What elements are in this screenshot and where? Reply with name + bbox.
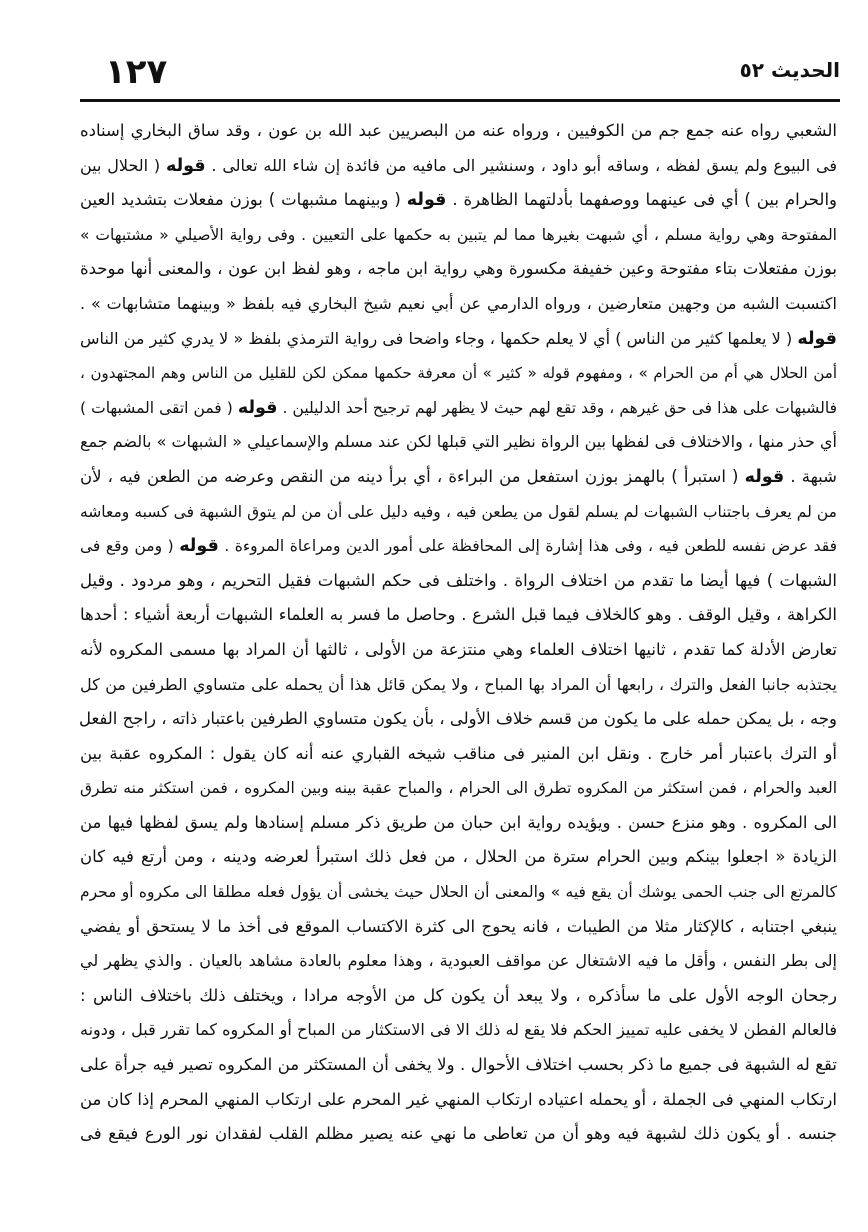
- text-segment: ( لا يعلمها كثير من الناس ) أي لا يعلم حكمها ، وجاء واضحا فى رواية الترمذي بلفظ « لا يدري كثير من الناس: [80, 328, 798, 348]
- text-line: [80, 702, 837, 737]
- page-number: ١٢٧: [105, 52, 168, 92]
- running-title: الحديث ٥٢: [739, 58, 840, 82]
- text-segment: أي حذر منها ، والاختلاف فى لفظها بين الرواة نظير التي قبلها لكن عند مسلم والإسماعيلي « الشبهات » بالضم جمع: [80, 432, 837, 452]
- text-segment: والحرام بين ) أي فى عينهما ووصفهما بأدلتهما الظاهرة .: [446, 190, 837, 210]
- text-line: [80, 114, 837, 149]
- text-line: [80, 183, 837, 218]
- text-line: [80, 218, 837, 253]
- text-segment: العبد والحرام ، فمن استكثر من المكروه تطرق الى الحرام ، والمباح عقبة بينه وبين المكروه ، فمن استكثر منه تطرق: [80, 779, 837, 798]
- text-line: [80, 495, 837, 530]
- text-segment: ( استبرأ ) بالهمز بوزن استفعل من البراءة ، أي برأ دينه من النقص وعرضه من الطعن فيه ، لأن: [80, 466, 745, 486]
- text-segment: جنسه . أو يكون ذلك لشبهة فيه وهو أن من تعاطى ما نهي عنه يصير مظلم القلب لفقدان نور الورع فيقع فى: [80, 1124, 837, 1144]
- text-segment: يجتذبه جانبا الفعل والترك ، رابعها أن المراد بها المباح ، ولا يمكن قائل هذا أن يحمله على متساوي الطرفين من كل: [80, 674, 837, 694]
- text-segment: ( الحلال بين: [80, 155, 166, 175]
- text-line: [80, 1083, 837, 1118]
- text-segment: فقد عرض نفسه للطعن فيه ، وفى هذا إشارة إلى المحافظة على أمور الدين ومراعاة المروءة .: [218, 537, 837, 556]
- text-line: [80, 252, 837, 287]
- body-text: [80, 114, 837, 1152]
- text-line: [80, 875, 837, 910]
- text-line: [80, 668, 837, 703]
- text-segment: إلى بطر النفس ، وأقل ما فيه الاشتغال عن مواقف العبودية ، وهذا معلوم بالعادة مشاهد بالعيان . والذي يظهر لي: [80, 951, 837, 971]
- lemma-marker: قوله: [237, 397, 278, 418]
- text-line: [80, 1013, 837, 1048]
- text-line: [80, 944, 837, 979]
- text-line: [80, 149, 837, 184]
- lemma-marker: قوله: [179, 536, 219, 557]
- text-segment: من لم يعرف باجتناب الشبهات لم يسلم لقول من يطعن فيه ، وفيه دليل على أن من لم يتوق الشبهة فى كسبه ومعاشه: [80, 502, 837, 521]
- text-segment: ( فمن اتقى المشبهات ): [80, 398, 238, 417]
- lemma-marker: قوله: [744, 466, 785, 487]
- text-segment: المفتوحة وهي رواية مسلم ، أي شبهت بغيرها مما لم يتبين به حكمها على التعيين . وفى رواية الأصيلي « مشتبهات »: [80, 225, 837, 244]
- header-rule: [80, 99, 840, 102]
- text-line: [80, 979, 837, 1014]
- text-line: [80, 460, 837, 495]
- text-line: [80, 771, 837, 806]
- text-segment: تقع له الشبهة فى جميع ما ذكر بحسب اختلاف الأحوال . ولا يخفى أن المستكثر من المكروه تصير فيه جرأة على: [80, 1055, 837, 1075]
- text-line: [80, 529, 837, 564]
- text-line: [80, 391, 837, 426]
- text-segment: أمن الحلال هي أم من الحرام » ، ومفهوم قوله « كثير » أن معرفة حكمها ممكن لكن للقليل من الناس وهم المجتهدون ،: [80, 364, 837, 383]
- text-line: [80, 564, 837, 599]
- text-line: [80, 840, 837, 875]
- text-segment: الشبهات ) فيها أيضا ما تقدم من اختلاف الرواة . واختلف فى حكم الشبهات فقيل التحريم ، وهو مردود . وقيل: [80, 570, 837, 590]
- text-line: [80, 322, 837, 357]
- text-line: [80, 1048, 837, 1083]
- text-line: [80, 737, 837, 772]
- text-segment: الشعبي رواه عنه جمع جم من الكوفيين ، ورواه عنه من البصريين عبد الله بن عون ، وقد ساق البخاري إسناده: [80, 121, 837, 140]
- text-segment: ينبغي اجتنابه ، كالإكثار مثلا من الطيبات ، فانه يحوج الى كثرة الاكتساب الموقع فى أخذ ما لا يستحق أو يفضي: [80, 916, 837, 936]
- text-segment: فالشبهات على هذا فى حق غيرهم ، وقد تقع لهم حيث لا يظهر لهم ترجيح أحد الدليلين .: [277, 398, 837, 417]
- text-segment: ( ومن وقع فى: [80, 537, 180, 556]
- text-segment: أو الترك باعتبار أمر خارج . ونقل ابن المنير فى مناقب شيخه القباري عنه أنه كان يقول : المكروه عقبة بين: [80, 743, 837, 763]
- text-segment: الى المكروه . وهو منزع حسن . ويؤيده رواية ابن حبان من طريق ذكر مسلم إسنادها ولم يسق لفظها فيها من: [80, 812, 837, 832]
- text-line: [80, 287, 837, 322]
- text-segment: وجه ، بل يمكن حمله على ما يكون من قسم خلاف الأولى ، بأن يكون متساوي الطرفين باعتبار ذاته ، راجح الفعل: [78, 709, 837, 729]
- text-segment: بوزن مفتعلات بتاء مفتوحة وعين خفيفة مكسورة وهي رواية ابن ماجه ، وهو لفظ ابن عون ، والمعنى أنها موحدة: [80, 259, 837, 279]
- lemma-marker: قوله: [165, 155, 206, 176]
- text-segment: شبهة .: [784, 466, 837, 486]
- text-segment: ارتكاب المنهي فى الجملة ، أو يحمله اعتياده ارتكاب المنهي غير المحرم على ارتكاب المنهي المحرم إذا كان من: [80, 1089, 837, 1109]
- lemma-marker: قوله: [406, 190, 447, 211]
- text-segment: كالمرتع الى جنب الحمى يوشك أن يقع فيه » والمعنى أن الحلال حيث يخشى أن يؤول فعله مطلقا الى مكروه أو محرم: [80, 883, 837, 902]
- text-line: [80, 633, 837, 668]
- text-segment: تعارض الأدلة كما تقدم ، ثانيها اختلاف العلماء وهي منتزعة من الأولى ، ثالثها أن المراد بها مسمى المكروه لأنه: [80, 639, 837, 659]
- text-line: [80, 910, 837, 945]
- text-segment: فى البيوع ولم يسق لفظه ، وساقه أبو داود ، وسنشير الى مافيه من فائدة إن شاء الله تعالى .: [205, 155, 837, 175]
- text-segment: اكتسبت الشبه من وجهين متعارضين ، ورواه الدارمي عن أبي نعيم شيخ البخاري فيه بلفظ « وبينهما متشابهات » .: [80, 293, 837, 313]
- text-segment: ( وبينهما مشبهات ) بوزن مفعلات بتشديد العين: [80, 190, 407, 210]
- text-line: [80, 806, 837, 841]
- text-line: [80, 598, 837, 633]
- text-segment: فالعالم الفطن لا يخفى عليه تمييز الحكم فلا يقع له ذلك الا فى الاستكثار من المباح أو المكروه كما تقرر قبل ، ودونه: [80, 1020, 837, 1040]
- page-header: [95, 52, 840, 96]
- lemma-marker: قوله: [797, 328, 837, 349]
- text-line: [80, 356, 837, 391]
- text-line: [80, 425, 837, 460]
- text-line: [80, 1117, 837, 1152]
- text-segment: الزيادة « اجعلوا بينكم وبين الحرام سترة من الحلال ، من فعل ذلك استبرأ لعرضه ودينه ، ومن أرتع فيه كان: [80, 847, 837, 867]
- text-segment: رجحان الوجه الأول على ما سأذكره ، ولا يبعد أن يكون كل من الأوجه مرادا ، ويختلف ذلك باختلاف الناس :: [80, 985, 837, 1005]
- text-segment: الكراهة ، وقيل الوقف . وهو كالخلاف فيما قبل الشرع . وحاصل ما فسر به العلماء الشبهات أربعة أشياء : أحدها: [80, 605, 837, 625]
